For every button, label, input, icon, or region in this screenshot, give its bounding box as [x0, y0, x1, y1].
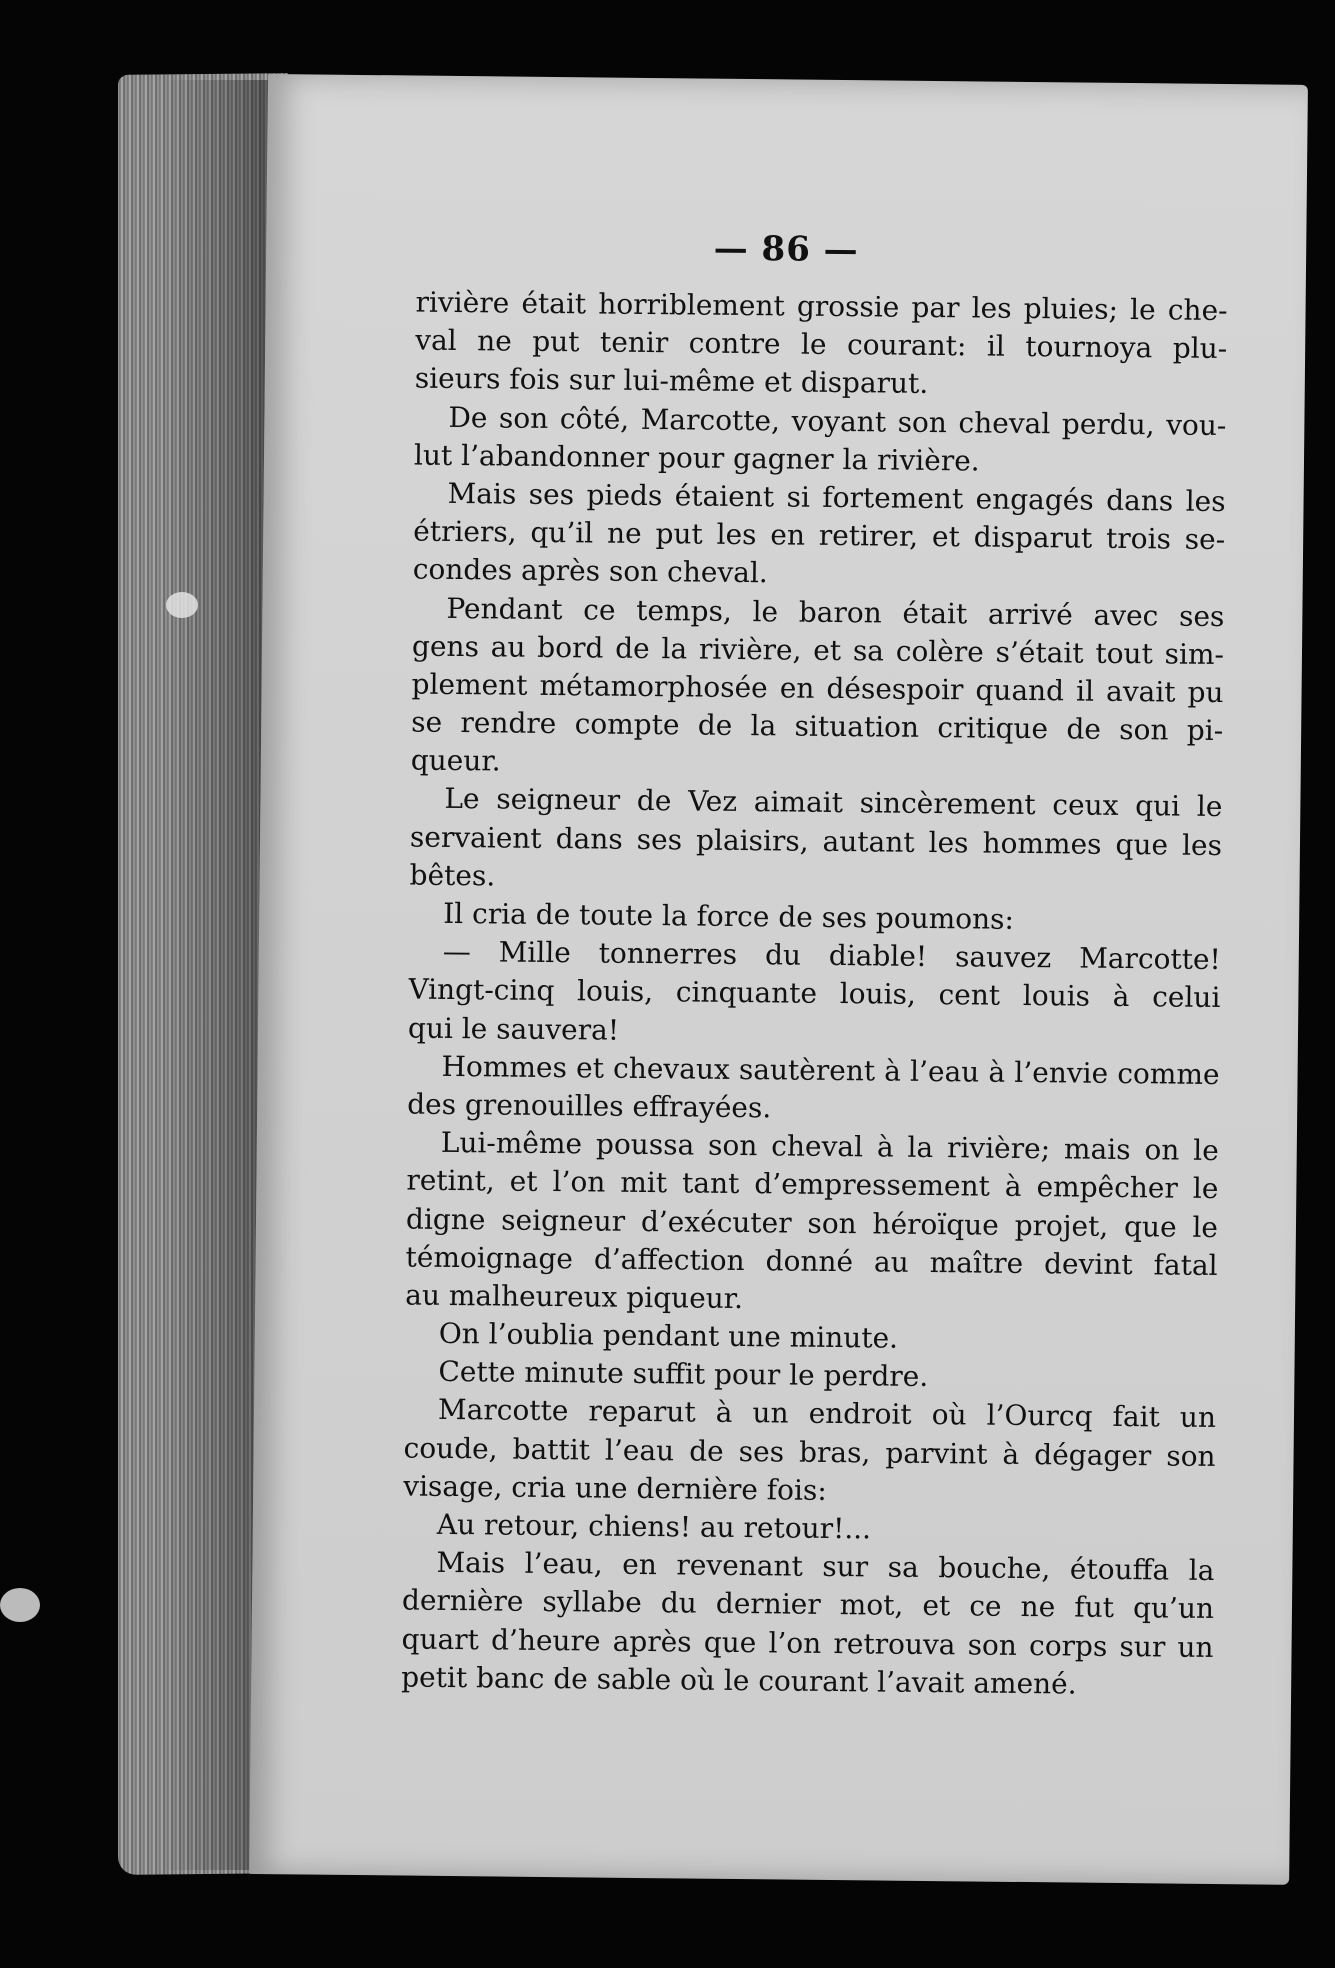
text-line: plement métamorphosée en désespoir quand il avait pu	[411, 667, 1224, 709]
text-line: Vingt-cinq louis, cinquante louis, cent louis à celui	[408, 972, 1221, 1015]
text-line: On l’oublia pendant une minute.	[438, 1316, 899, 1355]
text-line: Il cria de toute la force de ses poumons:	[443, 896, 1015, 936]
text-line: condes après son cheval.	[412, 552, 768, 590]
page-number: — 86 —	[713, 228, 859, 271]
edge-spot	[0, 1588, 40, 1622]
text-line: Cette minute suffit pour le perdre.	[438, 1355, 929, 1394]
text-line: dernière syllabe du dernier mot, et ce ne fut qu’un	[401, 1583, 1215, 1626]
text-line: au malheureux piqueur.	[405, 1278, 744, 1315]
text-line: lut l’abandonner pour gagner la rivière.	[413, 438, 980, 478]
text-line: se rendre compte de la situation critique de son pi-	[411, 705, 1224, 748]
edge-spot	[166, 592, 198, 618]
text-line: rivière était horriblement grossie par les pluies; le che-	[415, 285, 1228, 328]
text-line: Pendant ce temps, le baron était arrivé avec ses	[446, 591, 1225, 633]
page-text	[401, 284, 1228, 1705]
text-line: De son côté, Marcotte, voyant son cheval perdu, vou-	[448, 400, 1227, 442]
text-line: Mais ses pieds étaient si fortement engagés dans les	[447, 476, 1226, 518]
text-line: coude, battit l’eau de ses bras, parvint à dégager son	[403, 1431, 1216, 1473]
text-line: bêtes.	[409, 858, 496, 893]
text-line: Hommes et chevaux sautèrent à l’eau à l’envie comme	[441, 1049, 1220, 1091]
book-page	[249, 74, 1308, 1885]
text-line: des grenouilles effrayées.	[407, 1087, 772, 1125]
text-line: Lui-même poussa son cheval à la rivière; mais on le	[440, 1125, 1219, 1168]
text-line: étriers, qu’il ne put les en retirer, et disparut trois se-	[413, 514, 1226, 557]
text-line: val ne put tenir contre le courant: il tournoya plu-	[415, 323, 1228, 366]
text-line: quart d’heure après que l’on retrouva son corps sur un	[401, 1622, 1214, 1664]
text-line: queur.	[410, 743, 501, 778]
text-line: Le seigneur de Vez aimait sincèrement ceux qui le	[444, 782, 1223, 824]
text-line: qui le sauvera!	[407, 1011, 620, 1047]
text-line: visage, cria une dernière fois:	[403, 1469, 827, 1507]
text-line: — Mille tonnerres du diable! sauvez Marcotte!	[442, 935, 1221, 977]
text-line: témoignage d’affection donné au maître devint fatal	[405, 1240, 1218, 1282]
text-line: servaient dans ses plaisirs, autant les hommes que les	[409, 820, 1223, 862]
text-line: Mais l’eau, en revenant sur sa bouche, étouffa la	[436, 1546, 1215, 1588]
text-line: Marcotte reparut à un endroit où l’Ourcq fait un	[437, 1393, 1217, 1435]
text-line: petit banc de sable où le courant l’avait amené.	[401, 1660, 1077, 1701]
text-line: sieurs fois sur lui-même et disparut.	[414, 361, 929, 401]
text-line: retint, et l’on mit tant d’empressement à empêcher le	[406, 1163, 1219, 1206]
text-line: digne seigneur d’exécuter son héroïque projet, que le	[405, 1202, 1219, 1244]
text-line: gens au bord de la rivière, et sa colère s’était tout sim-	[411, 629, 1225, 671]
text-line: Au retour, chiens! au retour!...	[436, 1507, 872, 1546]
